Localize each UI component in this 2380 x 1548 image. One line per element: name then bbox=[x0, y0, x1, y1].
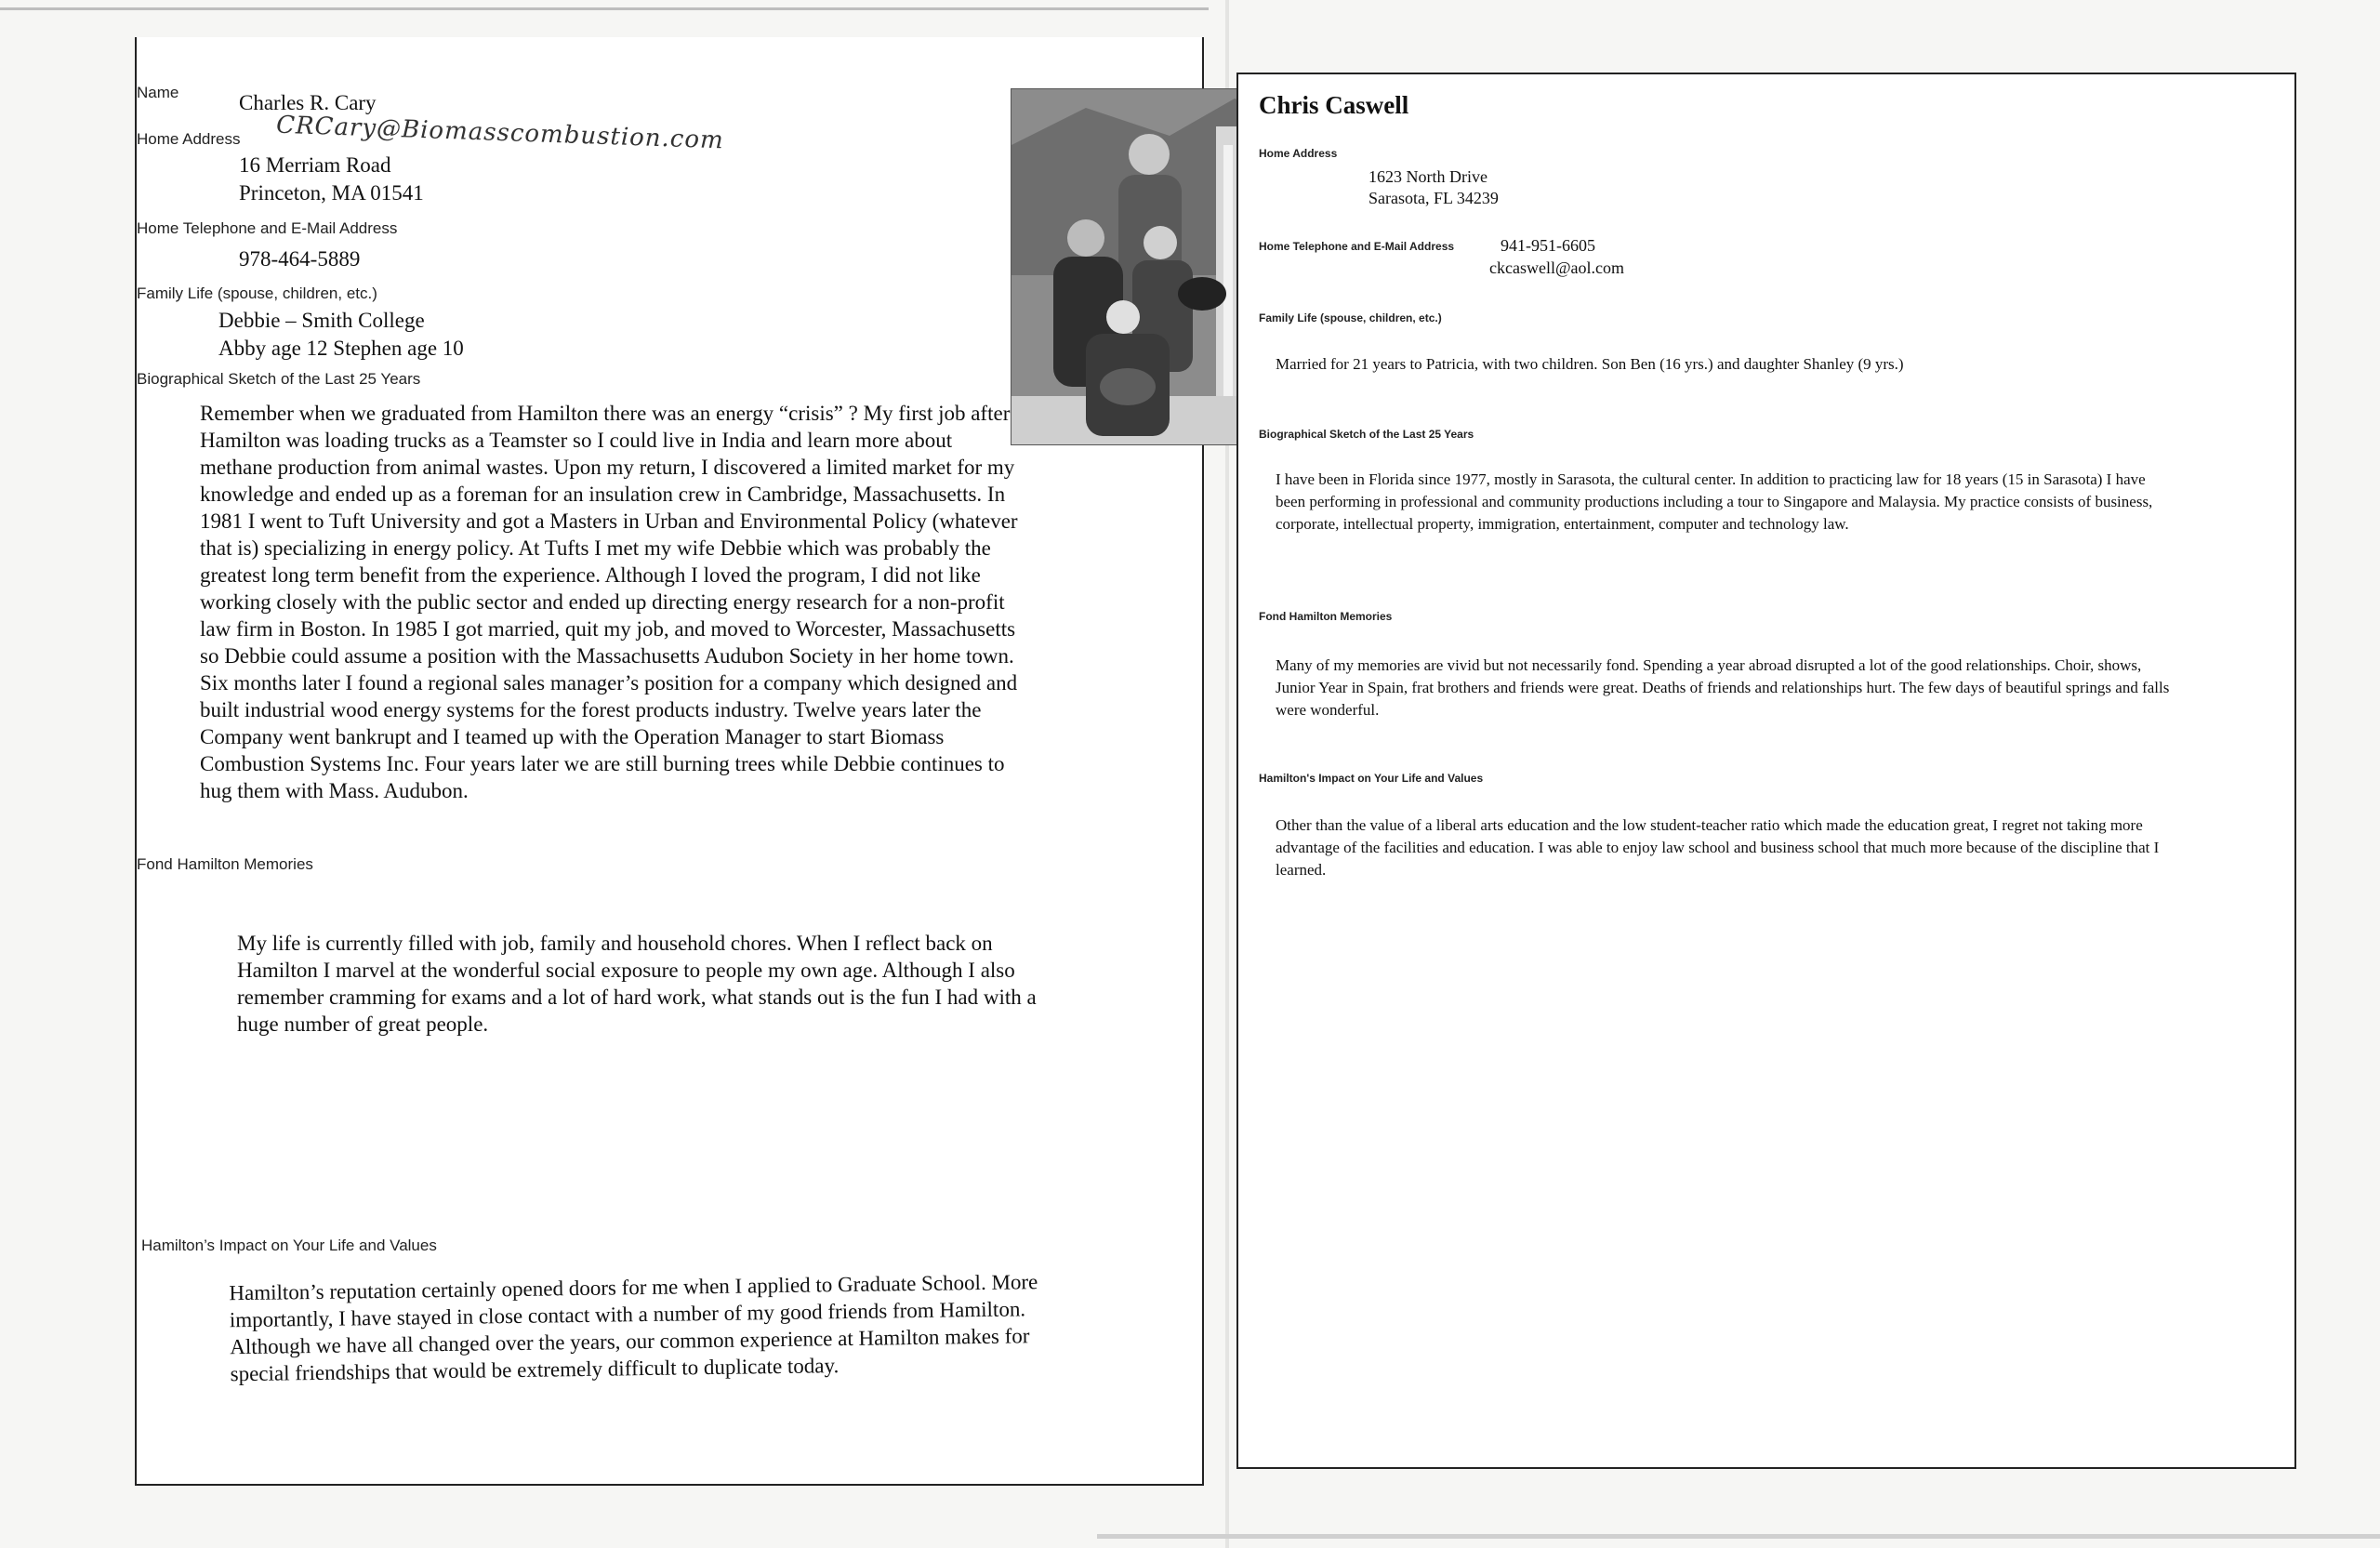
bio-text: Remember when we graduated from Hamilton there was an energy “crisis” ? My first job after Hamilton was loading trucks as a Teamster so I could live in India and learn more about methane production from animal wastes. Upon my return, I discovered a limited market for my knowledge and ended up as a foreman for an insulation crew in Cambridge, Massachusetts. In 1981 I went to Tuft University and got a Masters in Urban and Environmental Policy (whatever that is) specializing in energy policy. At Tufts I met my wife Debbie which was probably the greatest long term benefit from the experience. Although I loved the program, I did not like working closely with the public sector and ended up directing energy research for a non-profit law firm in Boston. In 1985 I got married, quit my job, and moved to Worcester, Massachusetts so Debbie could assume a position with the Massachusetts Audubon Society in her home town. Six months later I found a regional sales manager’s position for a company which designed and built industrial wood energy systems for the forest products industry. Twelve years later the Company went bankrupt and I teamed up with the Operation Manager to start Biomass Combustion Systems Inc. Four years later we are still burning trees while Debbie continues to hug them with Mass. Audubon. bbox=[200, 402, 1018, 802]
phone-number: 941-951-6605 bbox=[1501, 236, 1595, 255]
bio-label: Biographical Sketch of the Last 25 Years bbox=[137, 370, 421, 388]
memories-text: My life is currently filled with job, family and household chores. When I reflect back on Hamilton I marvel at the wonderful social exposure to people my own age. Although I also remember cramming for exams and a lot of hard work, what stands out is the fun I had with a huge number of great people. bbox=[237, 932, 1037, 1036]
scan-bottom-edge bbox=[1097, 1534, 2380, 1539]
handwritten-email: CRCary@Biomasscombustion.com bbox=[275, 111, 725, 155]
family-line-1: Debbie – Smith College bbox=[218, 309, 425, 332]
address-line-2: Sarasota, FL 34239 bbox=[1368, 189, 1499, 207]
phone-number: 978-464-5889 bbox=[239, 247, 361, 271]
right-profile-page bbox=[1236, 73, 2296, 1469]
impact-text: Hamilton’s reputation certainly opened doors for me when I applied to Graduate School. More importantly, I have stayed in close contact with a number of my good friends from Hamilton. Although we have all changed over the years, our common experience at Hamilton makes for special friendships that would be extremely difficult to duplicate today. bbox=[229, 1270, 1038, 1386]
impact-label: Hamilton’s Impact on Your Life and Values bbox=[141, 1237, 437, 1254]
family-life-label: Family Life (spouse, children, etc.) bbox=[1259, 311, 1442, 324]
family-life-label: Family Life (spouse, children, etc.) bbox=[137, 284, 377, 302]
memories-label: Fond Hamilton Memories bbox=[1259, 610, 1393, 623]
address-line-2: Princeton, MA 01541 bbox=[239, 181, 424, 205]
memories-label: Fond Hamilton Memories bbox=[137, 855, 313, 873]
address-line-1: 16 Merriam Road bbox=[239, 153, 391, 177]
bio-label: Biographical Sketch of the Last 25 Years bbox=[1259, 428, 1474, 441]
bio-text: I have been in Florida since 1977, mostly in Sarasota, the cultural center. In addition to practicing law for 18 years (15 in Sarasota) I have been performing in professional and community productions including a tour to Singapore and Malaysia. My practice consists of business, corporate, intellectual property, immigration, entertainment, computer and technology law. bbox=[1276, 470, 2153, 533]
impact-text: Other than the value of a liberal arts education and the low student-teacher ratio which made the education great, I regret not taking more advantage of the facilities and education. I was able to enjoy law school and business school that much more because of the discipline that I learned. bbox=[1276, 816, 2160, 879]
memories-text: Many of my memories are vivid but not necessarily fond. Spending a year abroad disrupted a lot of the good relationships. Choir, shows, Junior Year in Spain, frat brothers and friends were great. Deaths of friends and relationships hurt. The few days of beautiful springs and falls were wonderful. bbox=[1276, 656, 2170, 719]
phone-email-label: Home Telephone and E-Mail Address bbox=[1259, 240, 1455, 253]
family-line-2: Abby age 12 Stephen age 10 bbox=[218, 337, 464, 360]
address-line-1: 1623 North Drive bbox=[1368, 167, 1488, 186]
home-address-label: Home Address bbox=[137, 130, 241, 148]
home-address-label: Home Address bbox=[1259, 147, 1338, 160]
family-text: Married for 21 years to Patricia, with two children. Son Ben (16 yrs.) and daughter Shanley (9 yrs.) bbox=[1276, 355, 1904, 373]
impact-label: Hamilton's Impact on Your Life and Values bbox=[1259, 772, 1484, 785]
left-profile-page bbox=[135, 37, 1204, 1486]
profile-name: Chris Caswell bbox=[1259, 91, 1409, 119]
name-label: Name bbox=[137, 84, 179, 101]
email-address: ckcaswell@aol.com bbox=[1489, 258, 1625, 277]
scan-top-edge bbox=[0, 7, 1209, 10]
phone-email-label: Home Telephone and E-Mail Address bbox=[137, 219, 398, 237]
profile-name: Charles R. Cary bbox=[239, 91, 377, 114]
